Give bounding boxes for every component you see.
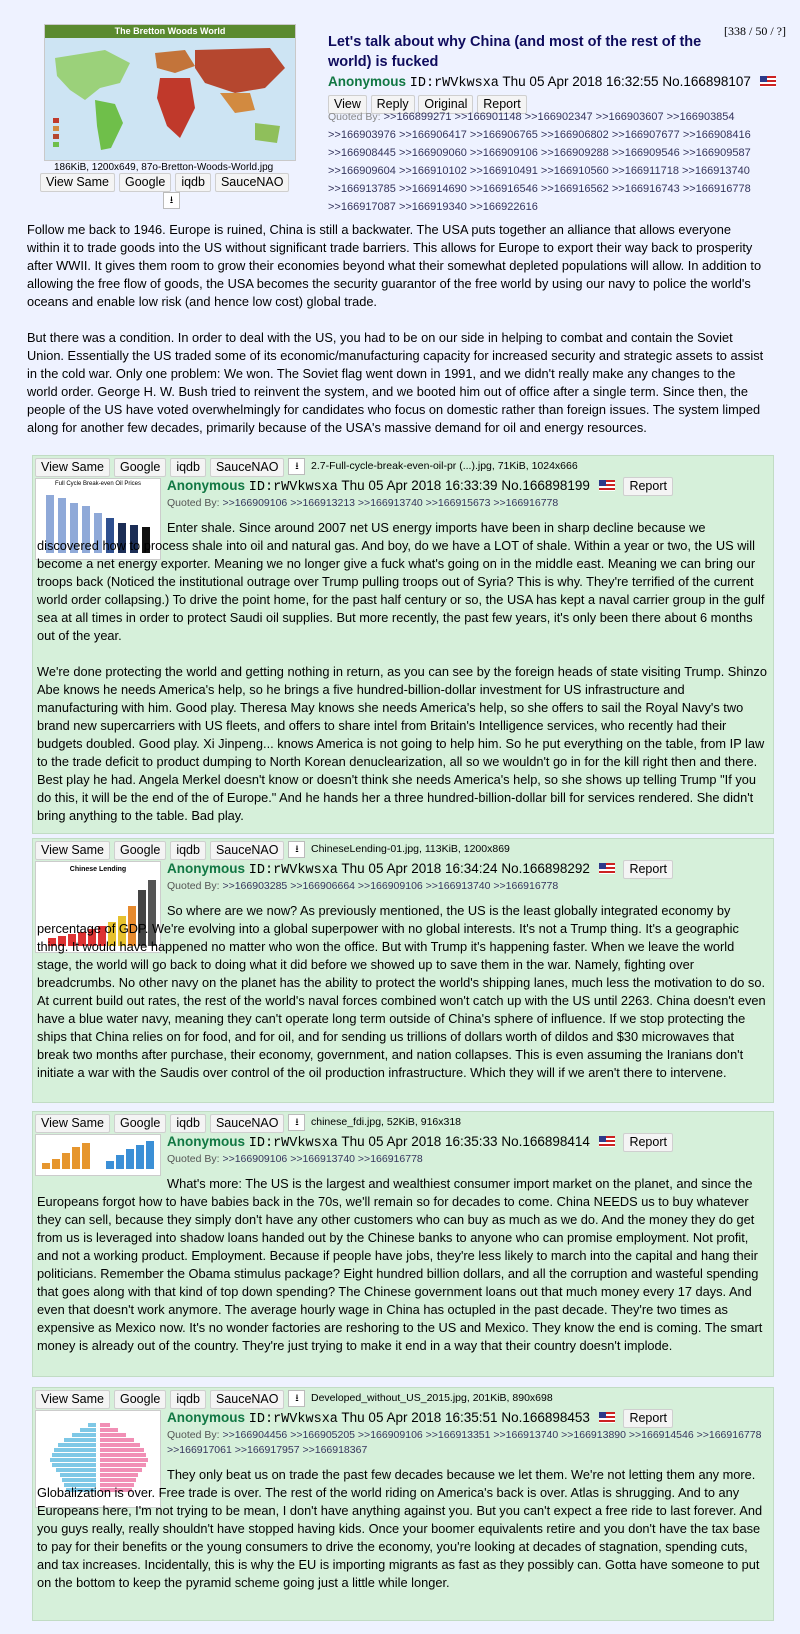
poster-id[interactable]: ID:rWVkwsxa: [248, 480, 338, 495]
view-same-button[interactable]: View Same: [35, 841, 110, 860]
poster-id[interactable]: ID:rWVkwsxa: [248, 863, 338, 878]
reply-post: [32, 1387, 774, 1621]
post-number[interactable]: No.166898292: [501, 861, 590, 876]
post-counter: [338 / 50 / ?]: [724, 24, 786, 38]
view-same-button[interactable]: View Same: [40, 173, 115, 192]
post-date: Thu 05 Apr 2018 16:35:51: [341, 1410, 498, 1425]
iqdb-button[interactable]: iqdb: [170, 841, 206, 860]
paragraph-1: Enter shale. Since around 2007 net US energy imports have been in sharp decline because we discovered how to process shale into oil and natural gas. And boy, do we have a LOT of shale. Within a year or two, the US will become a net energy exporter. Meaning we no longer give a fuck what's going on in the middle east. Meaning we can bring our troops back (Noticed the institutional outrage over Trump pulling troops out of Syria? This is why. They're terrified of the current world order collapsing.) To drive the point home, for the past half century or so, the USA has kept a naval carrier group in the gulf sea at all times in order to protect Saudi oil supplies. But more recently, the past few years, it's only been there about 6 months out of the year.: [37, 520, 765, 643]
quoted-by-label: Quoted By:: [167, 1153, 220, 1165]
post-body: [37, 1466, 769, 1592]
poster-id[interactable]: ID:rWVkwsxa: [248, 1412, 338, 1427]
paragraph-2: We're done protecting the world and getting nothing in return, as you can see by the foreign heads of state visiting Trump. Shinzo Abe knows he needs America's help, so he brings a five hundred-billion-dollar investment for US infrastructure and manufacturing with him. Good play. Theresa May knows she needs America's help, so she offers to sail the Royal Navy's two brand new supercarriers with US fleets, and offers to share intel from Britain's Intelligence services, who recently had their budgets doubled. Good play. Xi Jinpeng... knows America is not going to help him. So he put everything on the table, from IP law to the trade deficit to product dumping to North Korean denuclearization, all so we wouldn't go in for the kill right then and there. Best play he had. Angela Merkel doesn't know or doesn't think she needs America's help, so she shows up telling Trump "If you do this, it will be the end of the of Europe." And he hands her a three hundred-billion-dollar bill for services rendered. She didn't bring anything to the table. Bad play.: [37, 664, 767, 823]
poster-name: Anonymous: [167, 1410, 246, 1425]
file-info[interactable]: Developed_without_US_2015.jpg, 201KiB, 890x698: [311, 1392, 553, 1404]
poster-id[interactable]: ID:rWVkwsxa: [409, 76, 499, 91]
post-header: [167, 476, 673, 498]
file-info[interactable]: 2.7-Full-cycle-break-even-oil-pr (...).jpg, 71KiB, 1024x666: [311, 460, 578, 472]
reply-button[interactable]: Reply: [371, 95, 415, 114]
iqdb-button[interactable]: iqdb: [170, 1390, 206, 1409]
original-button[interactable]: Original: [418, 95, 473, 114]
us-flag-icon: [599, 480, 615, 491]
download-icon[interactable]: ⭳: [288, 1114, 305, 1131]
quoted-by: [167, 496, 767, 511]
google-button[interactable]: Google: [114, 1390, 166, 1409]
post-header: [167, 859, 673, 881]
op-search-buttons: [40, 173, 289, 192]
post-body: [37, 1175, 769, 1355]
image-search-buttons: [35, 1114, 305, 1133]
paragraph-1: What's more: The US is the largest and wealthiest consumer import market on the planet, and since the Europeans forgot how to have babies back in the 70s, we'll remain so for decades to come. China NEEDS us to buy whatever they can sell, because they simply don't have any other customers who can buy as much as we do. And the money they do get from us is leveraged into shadow loans handed out by the Chinese banks to anyone who can promise employment. Not profit, and not a working product. Employment. Because if people have jobs, they're less likely to march into the capital and hang their politicians. Remember the Obama stimulus package? Eight hundred billion dollars, and all the corruption and wasteful spending that goes along with that kind of top down spending? The Chinese government loans out that much money every 17 days. And even that doesn't work anymore. The average hourly wage in China has octupled in the past decade. They're two times as expensive as Mexico now. It's no wonder factories are reshoring to the US and Mexico. They know the end is coming. The smart money is already out of the country. They're just trying to make it end in a way that their country doesn't implode.: [37, 1176, 763, 1353]
quoted-by-label: Quoted By:: [167, 880, 220, 892]
report-button[interactable]: Report: [623, 1409, 673, 1428]
report-button[interactable]: Report: [623, 860, 673, 879]
thumb-title: Full Cycle Break-even Oil Prices: [54, 481, 142, 487]
quoted-by: [167, 1152, 767, 1167]
saucenao-button[interactable]: SauceNAO: [210, 1390, 285, 1409]
post-body: [37, 519, 769, 825]
google-button[interactable]: Google: [114, 841, 166, 860]
us-flag-icon: [599, 1136, 615, 1147]
image-search-buttons: [35, 1390, 305, 1409]
reply-post: [32, 838, 774, 1103]
reply-thumbnail[interactable]: [35, 1134, 161, 1176]
quoted-by-label: Quoted By:: [167, 497, 220, 509]
quoted-by-label: Quoted By:: [167, 1429, 220, 1441]
file-info[interactable]: ChineseLending-01.jpg, 113KiB, 1200x869: [311, 843, 510, 855]
file-info[interactable]: chinese_fdi.jpg, 52KiB, 916x318: [311, 1116, 462, 1128]
poster-name: Anonymous: [167, 478, 246, 493]
poster-name: Anonymous: [167, 1134, 246, 1149]
paragraph-1: They only beat us on trade the past few decades because we let them. We're not letting them any more. Globalization is over. Free trade is over. The rest of the world riding on America's back is over. Atlas is shrugging. And to any Europeans here, I'm not trying to be mean, I don't have anything against you. But you can't expect a free ride to last forever. And you guys really, really shouldn't have stopped having kids. Once your boomer equivalents retire and you don't have the tax base to pay for their benefits or the young consumers to drive the economy, you're looking at decades of stagnation, spending cuts, and tax increases. Incidentally, this is why the EU is importing migrants as fast as they possibly can. Gotta have someone to put on the bottom to keep the pyramid scheme going just a little while longer.: [37, 1467, 763, 1590]
thumb-title: Chinese Lending: [69, 866, 127, 873]
op-post: [0, 0, 800, 452]
view-same-button[interactable]: View Same: [35, 1390, 110, 1409]
op-thumbnail[interactable]: [44, 24, 296, 161]
us-flag-icon: [760, 76, 776, 87]
download-icon[interactable]: ⭳: [288, 841, 305, 858]
quoted-by: [167, 1428, 767, 1458]
quote-links[interactable]: >>166909106 >>166913213 >>166913740 >>166915673 >>166916778: [222, 497, 559, 509]
op-paragraph-1: Follow me back to 1946. Europe is ruined, China is still a backwater. The USA puts together an alliance that allows everyone within it to trade goods into the US without significant trade barriers. This allows for Europe to export their way back to prosperity after WWII. It gives them room to grow their economies beyond what their somewhat depleted populations will allow. In addition to allowing the free flow of goods, the USA becomes the security guarantor of the free world by using our navy to police the world's oceans and enable low risk (and hence low cost) global trade.: [27, 222, 762, 309]
post-number[interactable]: No.166898414: [501, 1134, 590, 1149]
op-body: [27, 221, 767, 437]
post-number[interactable]: No.166898199: [501, 478, 590, 493]
view-same-button[interactable]: View Same: [35, 1114, 110, 1133]
thumb-title: The Bretton Woods World: [45, 25, 295, 38]
quote-links[interactable]: >>166909106 >>166913740 >>166916778: [222, 1153, 423, 1165]
op-paragraph-2: But there was a condition. In order to deal with the US, you had to be on our side in helping to combat and contain the Soviet Union. Essentially the US traded some of its economic/manufacturing capacity for increased security and strategic assets to assist in the cold war. Only one problem: We won. The Soviet flag went down in 1991, and we didn't really make any changes to the world order. George H. W. Bush tried to reinvent the system, and we booted him out of office after a single term. Since then, the people of the US have voted overwhelmingly for candidates who focus on domestic rather than foreign issues. The system limped along for another few decades, primarily because of the USA's massive demand for oil and energy resources.: [27, 330, 764, 435]
quote-links[interactable]: >>166903285 >>166906664 >>166909106 >>166913740 >>166916778: [222, 880, 559, 892]
post-header: [167, 1132, 673, 1154]
reply-post: [32, 455, 774, 834]
report-button[interactable]: Report: [623, 1133, 673, 1152]
image-search-buttons: [35, 841, 305, 860]
paragraph-1: So where are we now? As previously mentioned, the US is the least globally integrated economy by percentage of GDP. We're evolving into a global superpower with no global interests. It's not a Trump thing. It's a geographic thing. It would have happened no matter who won the office. But with Trump it's happening faster. When we leave the world stage, the world will go back to doing what it did before we showed up to save them in the war. Namely, fighting over breadcrumbs. No other navy on the planet has the ability to protect the world's shipping lanes, much less the motivation to do so. At current build out rates, the rest of the world's naval forces combined won't catch up with the US until 2263. China doesn't even have a blue water navy, meaning they can't operate long term outside of China's sphere of influence. If we stop protecting the ships that China relies on for food, and for oil, and for sending us trillions of dollars worth of dildos and $30 microwaves that break two months after purchase, their economy, government, and nation collapses. This is even assuming the Iranians don't initiate a war with the Saudis over control of the oil production infrastructure. Which they will if we aren't there to intervene.: [37, 903, 766, 1080]
image-search-buttons: [35, 458, 305, 477]
iqdb-button[interactable]: iqdb: [175, 173, 211, 192]
post-date: Thu 05 Apr 2018 16:33:39: [341, 478, 498, 493]
quote-links[interactable]: >>166904456 >>166905205 >>166909106 >>166913351 >>166913740 >>166913890 >>166914546 >>166916778 >>166917061 >>166917957 >>166918367: [167, 1429, 762, 1456]
quote-links[interactable]: >>166899271 >>166901148 >>166902347 >>166903607 >>166903854 >>166903976 >>166906417 >>166906765 >>166906802 >>166907677 >>166908416 >>166908445 >>166909060 >>166909106 >>166909288 >>166909546 >>166909587 >>166909604 >>166910102 >>166910491 >>166910560 >>166911718 >>166913740 >>166913785 >>166914690 >>166916546 >>166916562 >>166916743 >>166916778 >>166917087 >>166919340 >>166922616: [328, 111, 751, 213]
download-icon[interactable]: ⭳: [163, 192, 180, 209]
google-button[interactable]: Google: [119, 173, 171, 192]
op-quoted-by: [328, 90, 788, 216]
poster-name: Anonymous: [328, 74, 407, 89]
google-button[interactable]: Google: [114, 458, 166, 477]
quoted-by-label: Quoted By:: [328, 111, 381, 123]
post-body: [37, 902, 769, 1082]
google-button[interactable]: Google: [114, 1114, 166, 1133]
saucenao-button[interactable]: SauceNAO: [210, 1114, 285, 1133]
download-icon[interactable]: ⭳: [288, 458, 305, 475]
reply-post: [32, 1111, 774, 1377]
post-date: Thu 05 Apr 2018 16:32:55: [502, 74, 659, 89]
saucenao-button[interactable]: SauceNAO: [215, 173, 290, 192]
iqdb-button[interactable]: iqdb: [170, 1114, 206, 1133]
post-number[interactable]: No.166898453: [501, 1410, 590, 1425]
us-flag-icon: [599, 1412, 615, 1423]
saucenao-button[interactable]: SauceNAO: [210, 841, 285, 860]
op-file-info: 186KiB, 1200x649, 87o-Bretton-Woods-World.jpg: [54, 162, 274, 173]
post-number[interactable]: No.166898107: [662, 74, 751, 89]
view-same-button[interactable]: View Same: [35, 458, 110, 477]
saucenao-button[interactable]: SauceNAO: [210, 458, 285, 477]
download-icon[interactable]: ⭳: [288, 1390, 305, 1407]
post-date: Thu 05 Apr 2018 16:35:33: [341, 1134, 498, 1149]
report-button[interactable]: Report: [623, 477, 673, 496]
post-header: [167, 1408, 673, 1430]
view-button[interactable]: View: [328, 95, 367, 114]
op-subject: Let's talk about why China (and most of the rest of the world) is fucked: [328, 34, 702, 70]
poster-name: Anonymous: [167, 861, 246, 876]
report-button[interactable]: Report: [477, 95, 527, 114]
poster-id[interactable]: ID:rWVkwsxa: [248, 1136, 338, 1151]
iqdb-button[interactable]: iqdb: [170, 458, 206, 477]
world-map-image: [45, 38, 295, 160]
quoted-by: [167, 879, 767, 894]
post-date: Thu 05 Apr 2018 16:34:24: [341, 861, 498, 876]
us-flag-icon: [599, 863, 615, 874]
